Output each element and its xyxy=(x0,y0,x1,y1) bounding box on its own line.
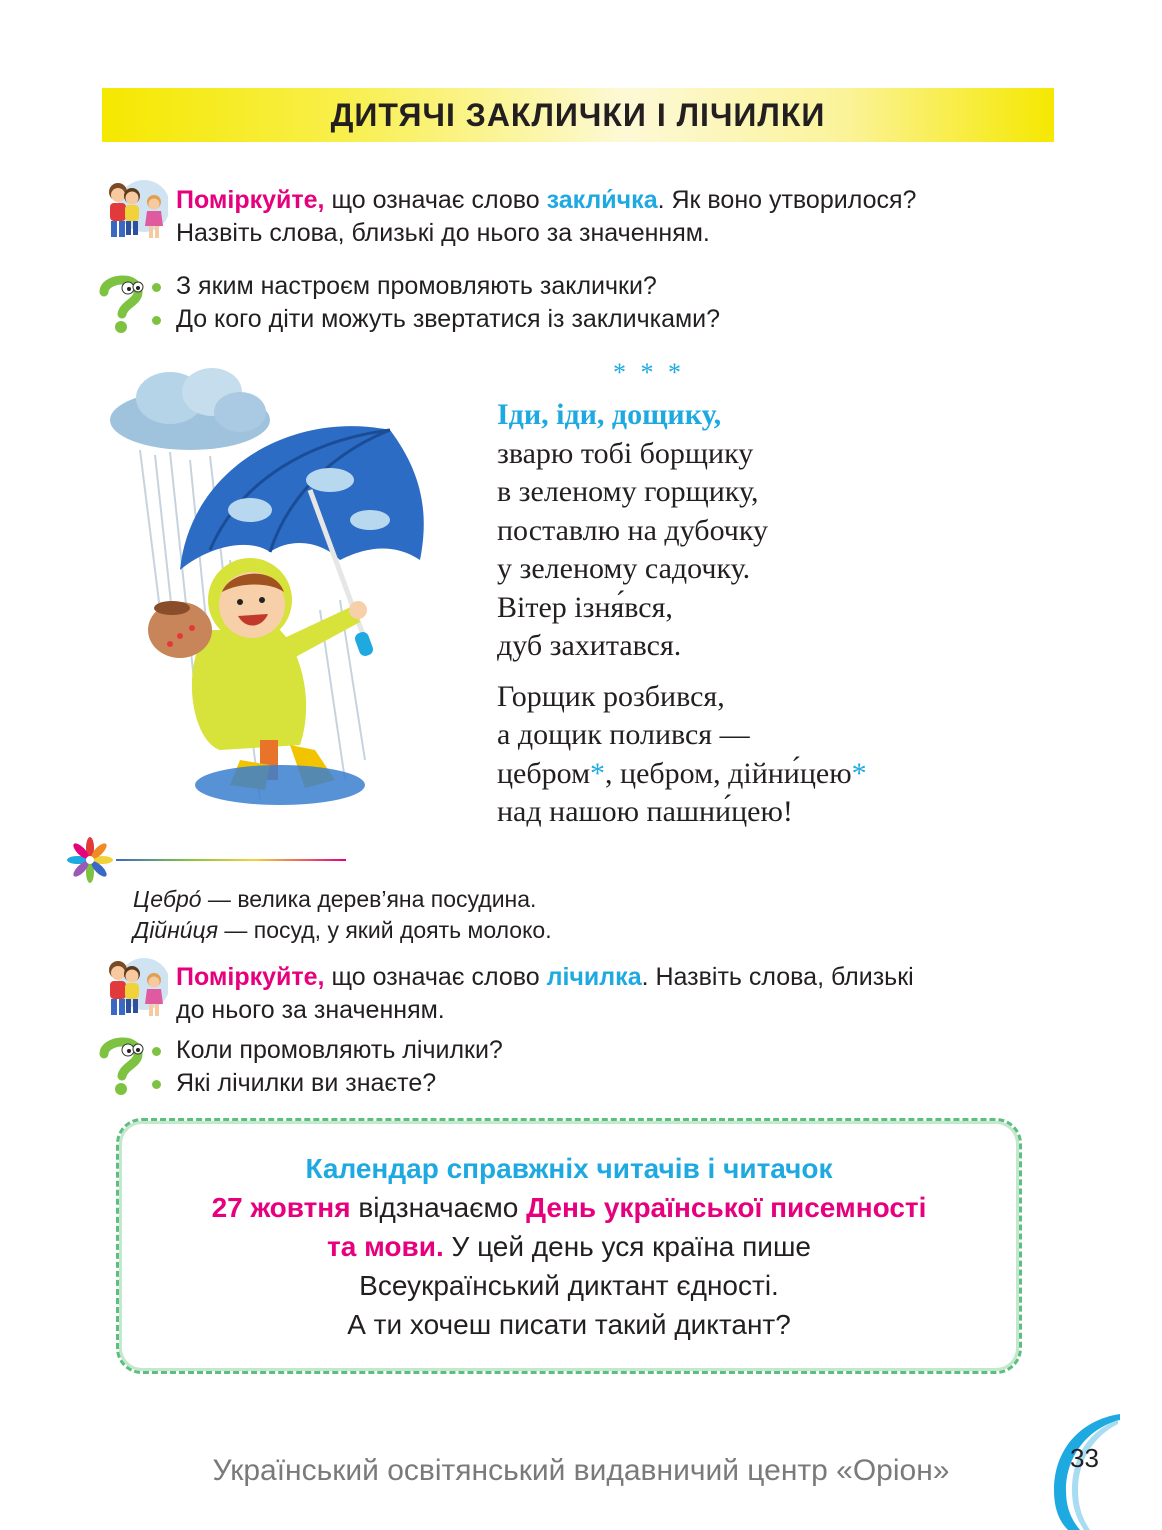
key-word: закли́чка xyxy=(546,186,658,214)
think-line-1 xyxy=(176,184,1056,217)
poem-line: Вітер ізня́вся, xyxy=(497,590,673,624)
calendar-text: У цей день уся країна пише xyxy=(443,1231,811,1262)
think-text: . Назвіть слова, близькі xyxy=(641,963,914,991)
calendar-line xyxy=(119,1188,1019,1227)
think-text: що означає слово xyxy=(324,963,547,991)
think-block-2 xyxy=(176,961,1056,1027)
glossary-flower-icon xyxy=(66,836,356,886)
calendar-line: Всеукраїнський диктант єдності. xyxy=(359,1270,779,1301)
poem-line: над нашою пашни́цею! xyxy=(497,795,793,828)
think-text: що означає слово xyxy=(324,186,547,214)
page-title: ДИТЯЧІ ЗАКЛИЧКИ І ЛІЧИЛКИ xyxy=(330,97,826,133)
glossary xyxy=(133,884,552,946)
footnote-asterisk: * xyxy=(590,756,606,790)
poem-line xyxy=(497,755,977,794)
holiday-name: та мови. xyxy=(327,1231,444,1262)
poem-word: цебром xyxy=(497,756,591,790)
think-line-2: до нього за значенням. xyxy=(176,996,445,1024)
children-think-icon xyxy=(98,176,168,242)
list-item: З яким настроєм промовляють заклички? xyxy=(148,270,720,303)
page-number: 33 xyxy=(1070,1443,1099,1473)
calendar-title: Календар справжніх читачів і читачок xyxy=(305,1153,833,1184)
poem-word: , цебром, дійни́цею xyxy=(605,756,852,790)
calendar-box xyxy=(116,1118,1022,1374)
list-item: Які лічилки ви знаєте? xyxy=(148,1067,503,1100)
page-number-arc-icon xyxy=(1040,1410,1162,1530)
list-item: Коли промовляють лічилки? xyxy=(148,1034,503,1067)
holiday-name: День української писемності xyxy=(526,1192,927,1223)
think-text: . Як воно утворилося? xyxy=(657,186,917,214)
think-line-1 xyxy=(176,961,1056,994)
poem-line: Горщик розбився, xyxy=(497,679,725,713)
poem-line: а дощик полився — xyxy=(497,718,750,751)
glossary-term: Дійни́ця xyxy=(133,917,218,943)
calendar-content xyxy=(119,1149,1019,1344)
poem-line: поставлю на дубочку xyxy=(497,513,769,547)
puddle-icon xyxy=(195,765,365,805)
key-word: лічилка xyxy=(546,963,642,991)
think-block-1 xyxy=(176,184,1056,250)
poem-line: в зеленому горщику, xyxy=(497,475,759,508)
glossary-term: Цебро́ xyxy=(133,886,202,912)
footnote-asterisk: * xyxy=(851,756,867,790)
poem-line: зварю тобі борщику xyxy=(497,436,754,470)
glossary-entry xyxy=(133,915,552,946)
list-item: До кого діти можуть звертатися із закличками? xyxy=(148,303,720,336)
calendar-text: відзначаємо xyxy=(350,1192,527,1223)
calendar-line: А ти хочеш писати такий диктант? xyxy=(347,1309,791,1340)
cloud-icon xyxy=(110,368,270,450)
children-think-icon xyxy=(98,954,168,1020)
question-mark-icon xyxy=(98,272,148,334)
pot-icon xyxy=(148,601,212,658)
question-list-2 xyxy=(148,1034,503,1100)
glossary-definition: — посуд, у який доять молоко. xyxy=(217,917,552,943)
think-lead: Поміркуйте, xyxy=(176,186,325,214)
glossary-entry xyxy=(133,884,552,915)
think-lead: Поміркуйте, xyxy=(176,963,325,991)
question-list-1 xyxy=(148,270,720,336)
calendar-date: 27 жовтня xyxy=(211,1192,351,1223)
calendar-line xyxy=(119,1227,1019,1266)
poem-first-line: Іди, іди, дощику, xyxy=(497,398,722,431)
title-band xyxy=(102,88,1054,142)
child-umbrella-rain-illustration xyxy=(100,360,440,830)
poem-line: дуб захитався. xyxy=(497,629,682,662)
poem-stars: * * * xyxy=(613,358,685,387)
question-mark-icon xyxy=(98,1034,148,1096)
glossary-definition: — велика дерев’яна посудина. xyxy=(201,886,537,912)
poem xyxy=(497,358,977,832)
poem-line: у зеленому садочку. xyxy=(497,552,751,585)
publisher-footer: Український освітянський видавничий центр «Оріон» xyxy=(212,1454,950,1487)
think-line-2: Назвіть слова, близькі до нього за значенням. xyxy=(176,219,710,247)
